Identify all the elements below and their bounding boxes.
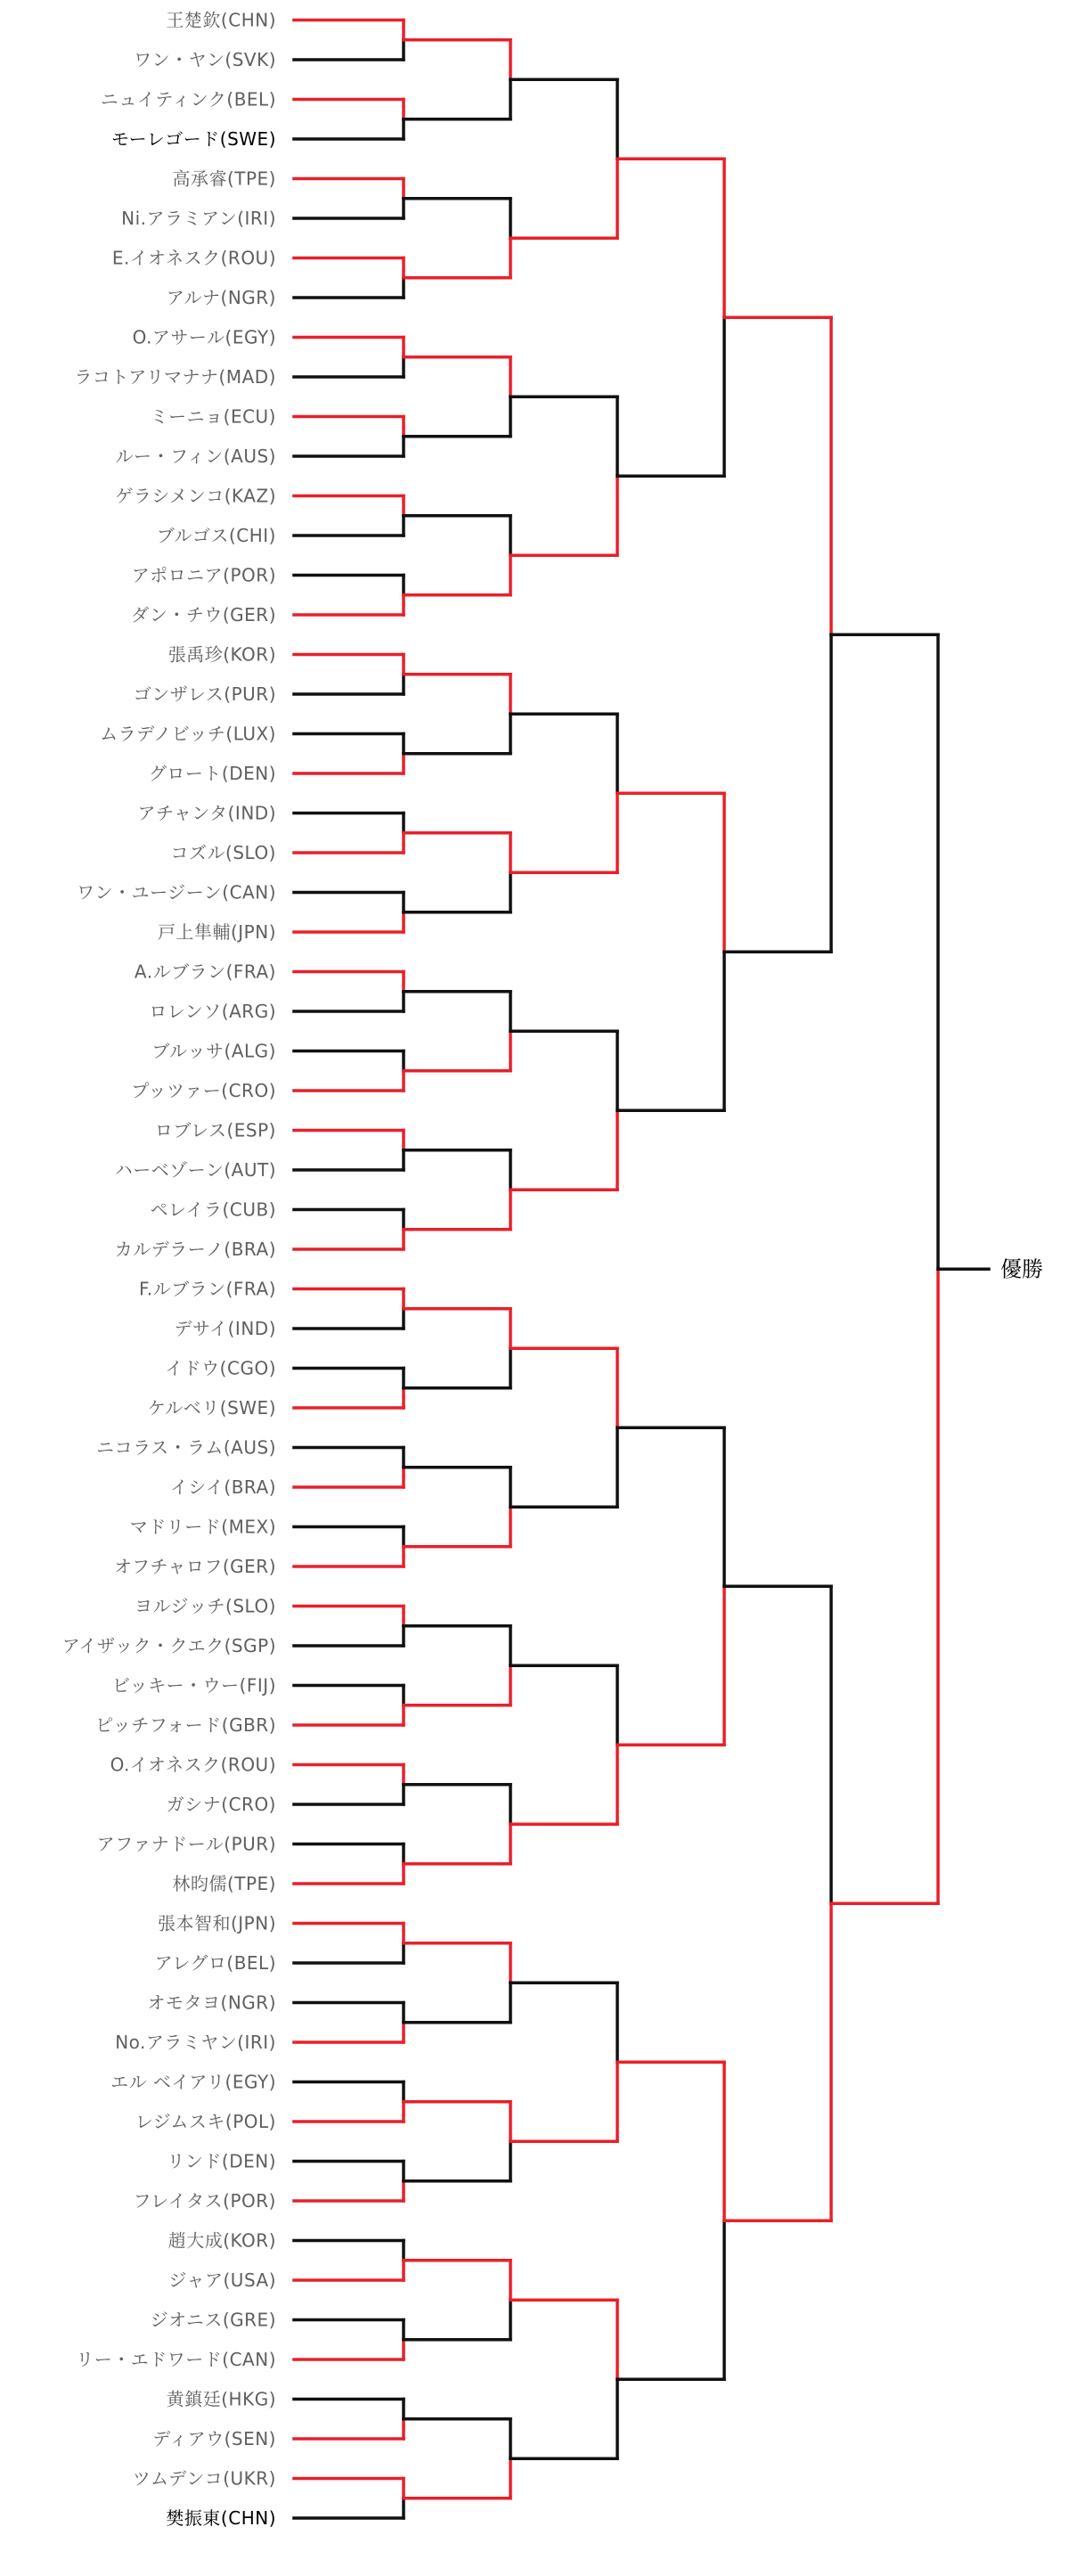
player-name: オモタヨ(NGR) xyxy=(147,1991,276,2014)
player-name: ワン・ユージーン(CAN) xyxy=(77,881,276,904)
player-name: レジムスキ(POL) xyxy=(135,2111,276,2132)
player-name: グロート(DEN) xyxy=(148,763,276,784)
player-name: ペレイラ(CUB) xyxy=(150,1198,276,1221)
player-name: コズル(SLO) xyxy=(170,842,276,863)
player-name: リー・エドワード(CAN) xyxy=(76,2349,276,2370)
player-name: ピッチフォード(GBR) xyxy=(95,1714,276,1736)
player-name: 戸上隼輔(JPN) xyxy=(157,921,276,943)
player-name: マドリード(MEX) xyxy=(129,1516,276,1538)
player-name: 張本智和(JPN) xyxy=(157,1912,276,1934)
player-name: A.ルブラン(FRA) xyxy=(134,961,276,983)
player-name: 張禹珍(KOR) xyxy=(167,643,276,666)
player-name: 高承睿(TPE) xyxy=(172,168,276,190)
player-name: ダン・チウ(GER) xyxy=(131,604,276,626)
player-name: O.アサール(EGY) xyxy=(132,326,276,348)
player-name: ニコラス・ラム(AUS) xyxy=(96,1436,276,1459)
player-name: 樊振東(CHN) xyxy=(166,2507,276,2529)
player-name: ガシナ(CRO) xyxy=(166,1794,276,1815)
player-name: フレイタス(POR) xyxy=(133,2190,276,2212)
player-name: ブルッサ(ALG) xyxy=(151,1040,276,1062)
player-name: ラコトアリマナナ(MAD) xyxy=(74,366,276,388)
player-name: カルデラーノ(BRA) xyxy=(114,1239,276,1260)
player-name: ロブレス(ESP) xyxy=(154,1119,276,1141)
player-name: プッツァー(CRO) xyxy=(131,1080,276,1101)
player-name: ツムデンコ(UKR) xyxy=(132,2467,276,2490)
player-name: ヨルジッチ(SLO) xyxy=(135,1595,276,1617)
player-name: ディアウ(SEN) xyxy=(152,2428,276,2449)
player-name: ジャア(USA) xyxy=(168,2269,276,2291)
player-name: イドウ(CGO) xyxy=(165,1357,276,1379)
player-name: 黄鎮廷(HKG) xyxy=(166,2388,276,2410)
player-name: ブルゴス(CHI) xyxy=(156,525,276,546)
player-name: アルナ(NGR) xyxy=(166,287,276,308)
player-name: No.アラミヤン(IRI) xyxy=(115,2032,276,2053)
player-name: F.ルブラン(FRA) xyxy=(138,1278,276,1300)
player-name: エル ベイアリ(EGY) xyxy=(110,2071,276,2093)
player-name: ジオニス(GRE) xyxy=(150,2309,276,2331)
player-name: ムラデノビッチ(LUX) xyxy=(100,723,276,745)
player-name: ワン・ヤン(SVK) xyxy=(134,49,276,70)
player-name: アチャンタ(IND) xyxy=(137,802,276,824)
player-name: ケルベリ(SWE) xyxy=(147,1397,276,1419)
player-name: 趙大成(KOR) xyxy=(167,2229,276,2252)
player-name: オフチャロフ(GER) xyxy=(114,1556,276,1577)
player-name: アポロニア(POR) xyxy=(131,564,276,586)
player-name: ゴンザレス(PUR) xyxy=(133,683,276,705)
player-name: 林昀儒(TPE) xyxy=(172,1873,276,1894)
champion-label: 優勝 xyxy=(1000,1256,1043,1282)
player-name: Ni.アラミアン(IRI) xyxy=(121,208,276,229)
player-name: ゲラシメンコ(KAZ) xyxy=(115,485,276,507)
player-name: アファナドール(PUR) xyxy=(96,1833,276,1855)
player-name: E.イオネスク(ROU) xyxy=(111,247,276,269)
player-name: リンド(DEN) xyxy=(167,2150,276,2172)
player-name: アレグロ(BEL) xyxy=(154,1952,276,1974)
player-name: ハーベゾーン(AUT) xyxy=(114,1159,276,1181)
player-name: ビッキー・ウー(FIJ) xyxy=(111,1674,276,1697)
player-name: O.イオネスク(ROU) xyxy=(110,1754,276,1776)
player-name: ロレンソ(ARG) xyxy=(149,1001,276,1022)
player-name: アイザック・クエク(SGP) xyxy=(61,1635,276,1656)
player-name: ニュイティンク(BEL) xyxy=(100,88,276,110)
player-name: ルー・フィン(AUS) xyxy=(115,446,276,467)
player-name: 王楚欽(CHN) xyxy=(166,9,276,31)
player-name: イシイ(BRA) xyxy=(169,1476,276,1498)
player-name: ミーニョ(ECU) xyxy=(150,405,276,428)
player-name: デサイ(IND) xyxy=(174,1318,276,1339)
player-name: モーレゴード(SWE) xyxy=(110,128,276,150)
